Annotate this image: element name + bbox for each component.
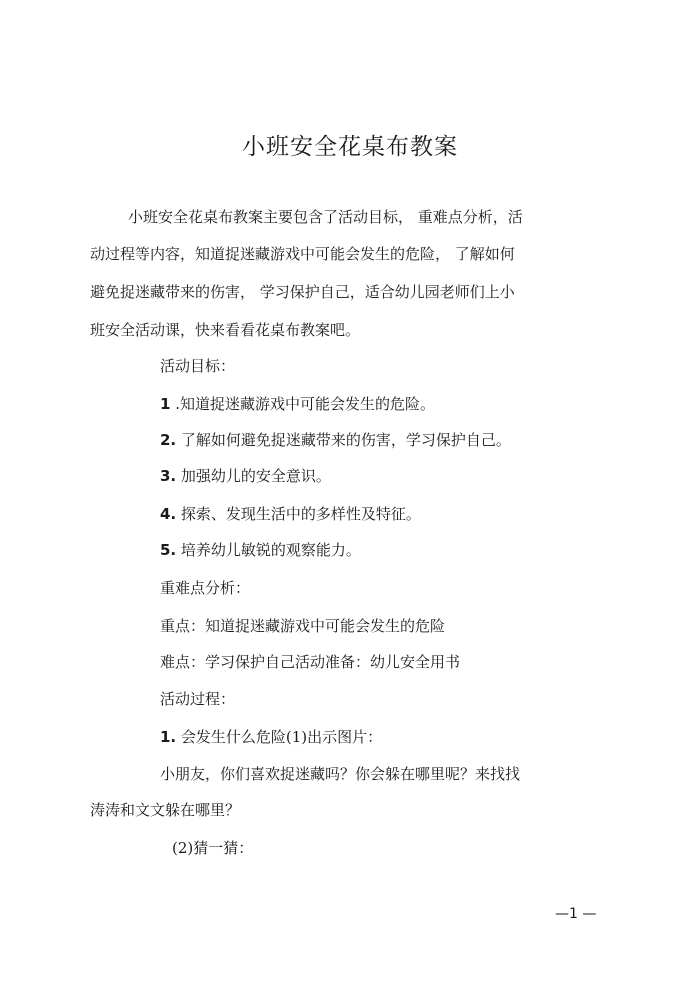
goal-number: 1 bbox=[160, 395, 171, 413]
goal-number: 3. bbox=[160, 467, 177, 485]
page-number: —1 — bbox=[555, 906, 597, 922]
intro-line-2: 动过程等内容，知道捉迷藏游戏中可能会发生的危险， 了解如何 bbox=[90, 245, 515, 263]
step-number: 1. bbox=[160, 728, 177, 746]
goal-number: 5. bbox=[160, 541, 177, 559]
dialogue-line-1: 小朋友，你们喜欢捉迷藏吗？你会躲在哪里呢？来找找 bbox=[160, 765, 521, 783]
document-title: 小班安全花桌布教案 bbox=[242, 134, 458, 160]
key-point: 重点：知道捉迷藏游戏中可能会发生的危险 bbox=[160, 617, 446, 635]
goal-item-1 bbox=[160, 394, 435, 414]
goal-text: 培养幼儿敏锐的观察能力。 bbox=[176, 541, 361, 559]
intro-line-3: 避免捉迷藏带来的伤害， 学习保护自己，适合幼儿园老师们上小 bbox=[90, 283, 515, 301]
intro-line-4: 班安全活动课，快来看看花桌布教案吧。 bbox=[90, 321, 361, 339]
intro-line-1: 小班安全花桌布教案主要包含了活动目标， 重难点分析，活 bbox=[128, 208, 523, 226]
step-text: 会发生什么危险(1)出示图片： bbox=[176, 728, 383, 746]
goals-heading: 活动目标： bbox=[160, 357, 236, 375]
goal-text: 探索、发现生活中的多样性及特征。 bbox=[176, 505, 421, 523]
process-heading: 活动过程： bbox=[160, 690, 236, 708]
goal-number: 2. bbox=[160, 431, 177, 449]
goal-item-2 bbox=[160, 430, 511, 450]
analysis-heading: 重难点分析： bbox=[160, 579, 251, 597]
goal-text: 了解如何避免捉迷藏带来的伤害，学习保护自己。 bbox=[176, 431, 511, 449]
dialogue-line-2: 涛涛和文文躲在哪里？ bbox=[90, 801, 241, 819]
goal-text: 加强幼儿的安全意识。 bbox=[176, 467, 331, 485]
goal-number: 4. bbox=[160, 505, 177, 523]
process-step-2: (2)猜一猜： bbox=[172, 839, 254, 857]
difficulty-point: 难点：学习保护自己活动准备：幼儿安全用书 bbox=[160, 653, 461, 671]
process-step-1 bbox=[160, 727, 382, 747]
goal-item-4 bbox=[160, 504, 421, 524]
goal-text: .知道捉迷藏游戏中可能会发生的危险。 bbox=[170, 395, 435, 413]
goal-item-3 bbox=[160, 466, 331, 486]
goal-item-5 bbox=[160, 540, 361, 560]
